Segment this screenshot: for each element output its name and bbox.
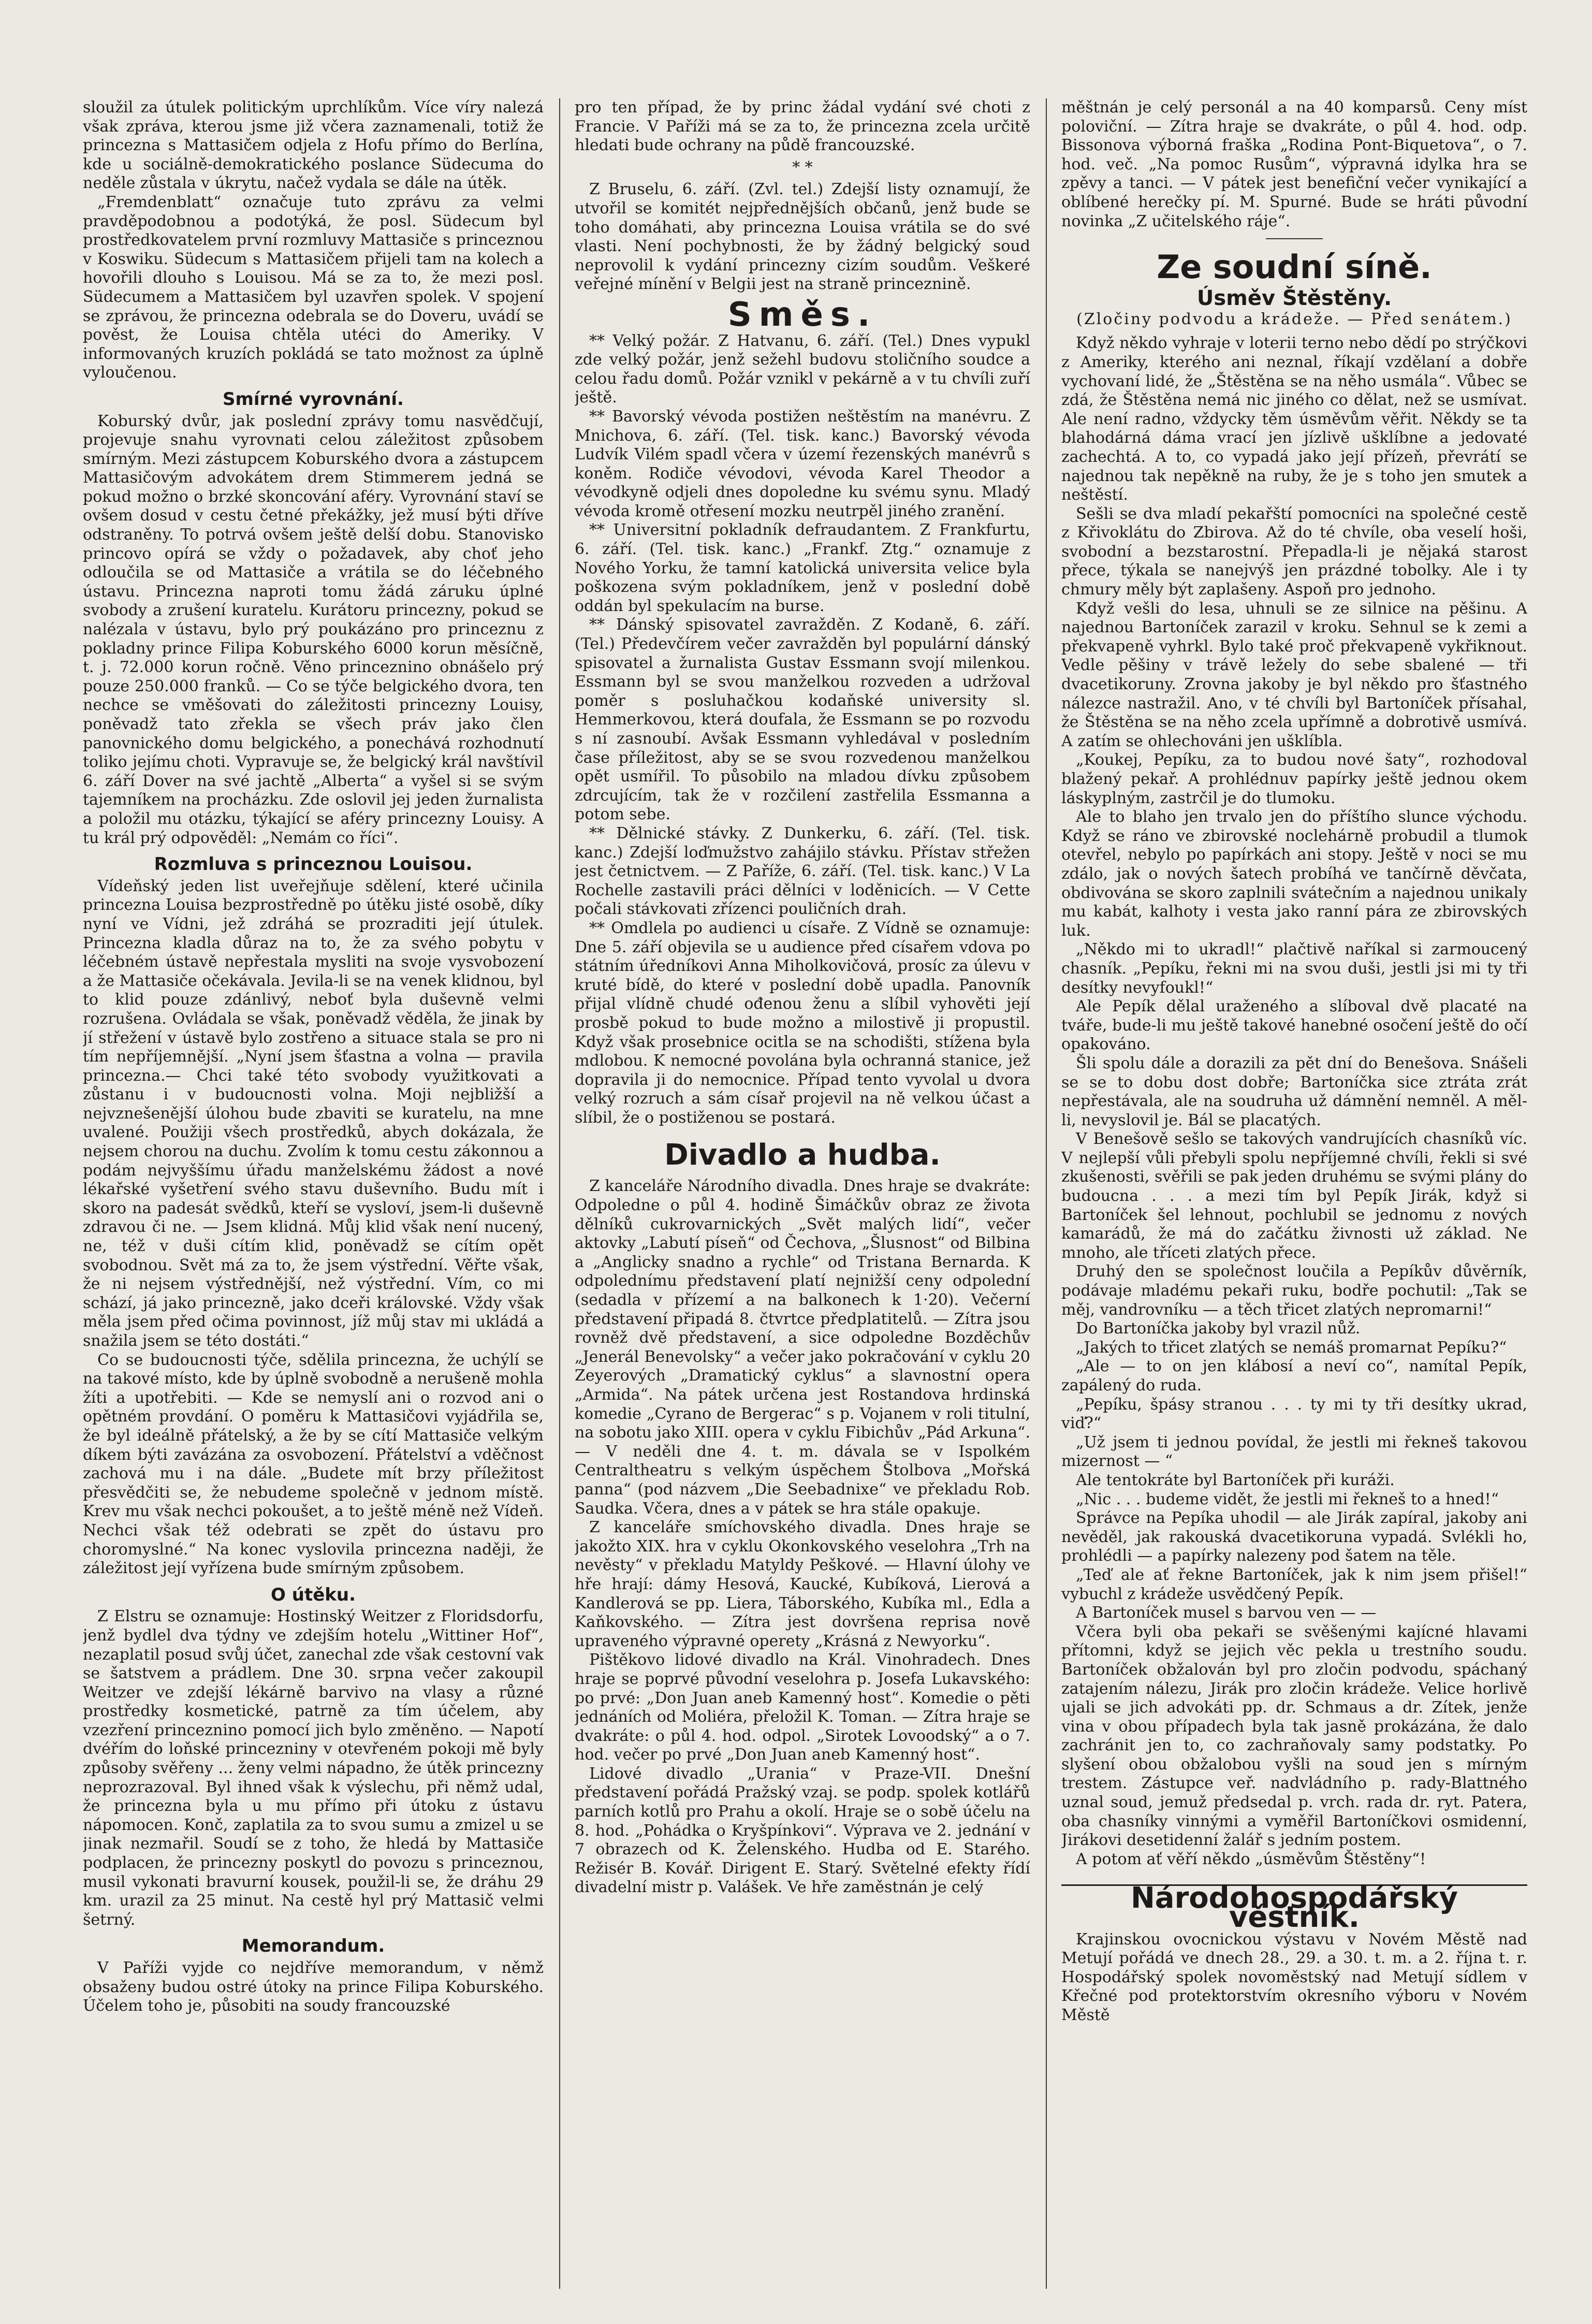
article-paragraph: „Někdo mi to ukradl!“ plačtivě naříkal si zarmoucený chasník. „Pepíku, řekni mi na svou duši, jestli jsi mi ty tři desítky nevyfoukl!“ bbox=[1061, 940, 1527, 997]
article-paragraph: Krajinskou ovocnickou výstavu v Novém Městě nad Metují pořádá ve dnech 28., 29. a 30. t. m. a 2. října t. r. Hospodářský spolek novoměstský nad Metují sídlem v Křečné pod protektorstvím okresního výboru v Novém Městě bbox=[1061, 1930, 1527, 2024]
article-paragraph: Koburský dvůr, jak poslední zprávy tomu nasvědčují, projevuje snahu vyrovnati celou záležitost způsobem smírným. Mezi zástupcem Koburského dvora a zástupcem Mattasičovým advokátem drem Stimmerem jedná se pokud možno o brzké skoncování aféry. Vyrovnání staví se ovšem dosud v cestu četné překážky, jež musí býti dříve odstraněny. To potrvá ovšem ještě delší dobu. Stanovisko princovo opírá se vždy o požadavek, aby choť jeho odloučila se od Mattasiče a vrátila se do léčebného ústavu. Princezna naproti tomu žádá záruku úplné svobody a zrušení kuratelu. Kurátoru princezny, pokud se nalézala v ústavu, bylo prý poukázáno pro princeznu z pokladny prince Filipa Koburského 6000 korun měsíčně, t. j. 72.000 korun ročně. Věno princeznino obnášelo prý pouze 250.000 franků. — Co se týče belgického dvora, ten nechce se vměšovati do záležitosti princezny Louisy, poněvadž tato zřekla se všech práv jako člen panovnického domu belgického, a ponechává rozhodnutí toliko jejímu choti. Vypravuje se, že belgický král navštívil 6. září Dover na své jachtě „Alberta“ a vyšel si se svým tajemníkem na procházku. Zde oslovil jej jeden žurnalista a položil mu otázku, týkající se aféry princezny Louisy. A tu král prý odpověděl: „Nemám co říci“. bbox=[83, 412, 544, 847]
section-title-vestnik: Národohospodářský věstník. bbox=[1061, 1884, 1527, 1927]
article-paragraph: Ale tentokráte byl Bartoníček při kuráži. bbox=[1076, 1471, 1395, 1489]
article-subtitle: (Zločiny podvodu a krádeže. — Před senátem.) bbox=[1076, 310, 1512, 328]
theatre-item: Pištěkovo lidové divadlo na Král. Vinohradech. Dnes hraje se poprvé původní veselohra p. Josefa Lukavského: po prvé: „Don Juan aneb Kamenný host“. Komedie o pěti jednáních od Moliéra, přeložil K. Toman. — Zítra hraje se dvakráte: o půl 4. hod. odpol. „Sirotek Lovoodský“ a o 7. hod. večer po prvé „Don Juan aneb Kamenný host“. bbox=[575, 1651, 1030, 1764]
article-paragraph: Správce na Pepíka uhodil — ale Jirák zapíral, jakoby ani nevěděl, jak rakouská dvacetikoruna vypadá. Svlékli ho, prohlédli — a papírky nalezeny pod šatem na těle. bbox=[1061, 1509, 1527, 1565]
theatre-item: Z kanceláře smíchovského divadla. Dnes hraje se jakožto XIX. hra v cyklu Okonkovského veselohra „Trh na nevěsty“ v překladu Matyldy Peškové. — Hlavní úlohy ve hře hrají: dámy Hesová, Kaucké, Kubíková, Lierová a Kandlerová se pp. Liera, Táborského, Kubíka ml., Edla a Kaňkovského. — Zítra jest dovršena reprisa nově upraveného výpravné operety „Krásná z Newyorku“. bbox=[575, 1518, 1030, 1650]
article-paragraph: Co se budoucnosti týče, sdělila princezna, že uchýlí se na takové místo, kde by úplně svobodně a nerušeně mohla žíti a upotřebiti. — Kde se nemyslí ani o rozvod ani o opětném provdání. O poměru k Mattasičovi vyjádřila se, že byl ideálně přátelský, a že by se cítí Mattasiče velkým díkem býti zavázána za osvobození. Přátelství a vděčnost zachová mu i na dále. „Budete mít brzy příležitost přesvědčiti se, že nebudeme společně v jednom místě. Krev mu však nechci pokoušet, a to ještě méně než Vídeň. Nechci však též odebrati se zpět do ústavu pro choromyslné.“ Na konec vyslovila princezna naději, že záležitost její vyřízena bude smírným způsobem. bbox=[83, 1350, 544, 1578]
article-paragraph: Druhý den se společnost loučila a Pepíkův důvěrník, podávaje mladému pekaři ruku, bodře pochutil: „Tak se měj, vandrovníku — a těch třicet zlatých nepromarni!“ bbox=[1061, 1262, 1527, 1319]
article-paragraph: „Teď ale ať řekne Bartoníček, jak k nim jsem přišel!“ vybuchl z krádeže usvědčený Pepík. bbox=[1061, 1565, 1527, 1603]
article-paragraph: Ale Pepík dělal uraženého a slíboval dvě placaté na tváře, bude-li mu ještě takové hanebné osočení ještě do očí opakováno. bbox=[1061, 997, 1527, 1054]
article-paragraph: „Koukej, Pepíku, za to budou nové šaty“, rozhodoval blažený pekař. A prohlédnuv papírky ještě jednou okem láskyplným, zastrčil je do tlumoku. bbox=[1061, 751, 1527, 807]
article-title: Úsměv Štěstěny. bbox=[1196, 286, 1392, 311]
article-paragraph: Ale to blaho jen trvalo jen do příštího slunce východu. Když se ráno ve zbirovské noclehárně probudil a tlumok otevřel, nebylo po papírkách ani stopy. Ještě v noci se mu zdálo, jak o nových šatech probíhá ve tančírně děvčata, obdivována se skoro zaplnili svátečním a najednou unikaly mu kabát, kalhoty i vesta jako ranní pára ze zbirovských luk. bbox=[1061, 808, 1527, 940]
article-paragraph: A Bartoníček musel s barvou ven — — bbox=[1076, 1604, 1377, 1622]
news-item: ** Dělnické stávky. Z Dunkerku, 6. září. (Tel. tisk. kanc.) Zdejší loďmužstvo zahájilo stávku. Přístav střežen jest četnictvem. — Z Paříže, 6. září. (Tel. tisk. kanc.) V La Rochelle zastavili práci dělníci v loděnicích. — V Cette počali stávkovati zřízenci pouličních drah. bbox=[575, 824, 1030, 919]
section-heading: Smírné vyrovnání. bbox=[223, 388, 404, 410]
news-item: ** Universitní pokladník defraudantem. Z Frankfurtu, 6. září. (Tel. tisk. kanc.) „Frankf. Ztg.“ oznamuje z Nového Yorku, že tamní katolická universita velice byla poškozena svým pokladníkem, jenž v poslední době oddán byl spekulacím na burse. bbox=[575, 521, 1030, 615]
section-heading: Memorandum. bbox=[241, 1936, 385, 1957]
news-item: ** Bavorský vévoda postižen neštěstím na manévru. Z Mnichova, 6. září. (Tel. tisk. kanc.) Bavorský vévoda Ludvík Vilém spadl včera v území řezenských manévrů s koněm. Rodiče vévodovi, vévoda Karel Theodor a vévodkyně odjeli dnes dopoledne ku svému synu. Mladý vévoda kromě otřesení mozku neutrpěl jiného zranění. bbox=[575, 407, 1030, 520]
column-3 bbox=[1061, 98, 1527, 2289]
column-rule bbox=[559, 98, 560, 2289]
article-paragraph: „Pepíku, špásy stranou . . . ty mi ty tři desítky ukrad, viď?“ bbox=[1061, 1395, 1527, 1433]
article-paragraph: Když někdo vyhraje v loterii terno nebo dědí po strýčkovi z Ameriky, kterého ani neznal, říkají vzdělaní a dobře vychovaní lidé, že „Štěstěna se na něho usmála“. Vůbec se zdá, že Štěstěna nemá nic jiného co dělat, než se usmívat. Ale není radno, vždycky těm úsměvům věřit. Někdy se ta blahodárná dáma vrací jen jízlivě ušklíbne a jedovaté zachechtá. A to, co vypadá jako její přízeň, převrátí se najednou tak nepěkně na ruby, že je s toho jen smutek a neštěstí. bbox=[1061, 334, 1527, 504]
article-paragraph: V Paříži vyjde co nejdříve memorandum, v němž obsaženy budou ostré útoky na prince Filipa Koburského. Účelem toho je, působiti na soudy francouzské bbox=[83, 1959, 544, 2015]
article-paragraph: Sešli se dva mladí pekařští pomocníci na společné cestě z Křivoklátu do Zbirova. Až do té chvíle, oba veselí hoši, svobodní a bezstarostní. Přepadla-li je nějaká starost přece, týkala se nanejvýš jen prázdné tobolky. Ale i ty chmury měly být zaplašeny. Aspoň pro jednoho. bbox=[1061, 504, 1527, 599]
section-heading: Rozmluva s princeznou Louisou. bbox=[154, 854, 473, 875]
article-paragraph: „Jakých to třicet zlatých se nemáš promarnat Pepíku?“ bbox=[1076, 1338, 1507, 1357]
article-paragraph: Když vešli do lesa, uhnuli se ze silnice na pěšinu. A najednou Bartoníček zarazil v kroku. Sehnul se k zemi a překvapeně vyhrkl. Bylo také proč překvapeně vykřiknout. Vedle pěšiny v trávě ležely do sebe sbalené — tři dvacetikoruny. Zrovna jakoby je byl někdo pro šťastného nálezce nastražil. Ano, v té chvíli byl Bartoníček přísahal, že Štěstěna se na něho zcela upřímně a dobrotivě usmívá. A zatím se ohlechováni jen ušklíbla. bbox=[1061, 599, 1527, 750]
article-paragraph: V Benešově sešlo se takových vandrujících chasníků víc. V nejlepší vůli přebyli spolu nepříjemné chvíli, řekli si své zkušenosti, svěřili se pak jeden druhému se svými plány do budoucna . . . a mezi tím byl Pepík Jirák, když si Bartoníček šel lehnout, pochlubil se jednomu z nových kamarádů, že má do začátku živnosti už základ. Ne mnoho, ale tříceti zlatých přece. bbox=[1061, 1130, 1527, 1262]
news-item: ** Omdlela po audienci u císaře. Z Vídně se oznamuje: Dne 5. září objevila se u audience před císařem vdova po státním úředníkovi Anna Miholkovičová, prosíc za úlevu v kruté bídě, do které v poslední době upadla. Panovník přijal vlídně chudé ođenou ženu a slíbil vyhověti její prosbě pokud to bude možno a milostivě ji propustil. Když však prosebnice ocitla se na schodišti, stížena byla mdlobou. K nemocné povolána byla ochranná stanice, jež dopravila ji do nemocnice. Případ tento vyvolal u dvora velký rozruch a sám císař projevil na ně velkou účast a slíbil, že o postiženou se postará. bbox=[575, 919, 1030, 1127]
news-item: ** Velký požár. Z Hatvanu, 6. září. (Tel.) Dnes vypukl zde velký požár, jenž sežehl budovu stoličního soudce a celou řadu domů. Požár vznikl v pekárně a v tu chvíli zuří ještě. bbox=[575, 331, 1030, 407]
article-paragraph: „Už jsem ti jednou povídal, že jestli mi řekneš takovou mizernost — “ bbox=[1061, 1433, 1527, 1471]
separator-rule bbox=[1266, 238, 1323, 239]
article-paragraph: „Fremdenblatt“ označuje tuto zprávu za velmi pravděpodobnou a podotýká, že posl. Südecum byl prostředkovatelem první rozmluvy Mattasiče s princeznou v Koswiku. Südecum s Mattasičem přijeli tam na kolech a hovořili dlouho s Louisou. Má se za to, že mezi posl. Südecumem a Mattasičem byl uzavřen spolek. V spojení se zprávou, že princezna odebrala se do Doveru, uvádí se pověst, že Louisa chtěla utéci do Ameriky. V informovaných kruzích pokládá se tato možnost za úplně vyloučenou. bbox=[83, 193, 544, 382]
newspaper-page bbox=[83, 98, 1527, 2289]
article-paragraph: sloužil za útulek politickým uprchlíkům. Více víry nalezá však zpráva, kterou jsme již včera zaznamenali, totiž že princezna s Mattasičem odjela z Hofu přímo do Berlína, kde u sociálně-demokratického poslance Südecuma do neděle zůstala v úkrytu, načež vydala se dále na útěk. bbox=[83, 98, 544, 193]
article-paragraph: Šli spolu dále a dorazili za pět dní do Benešova. Snášeli se se to dobu dost dobře; Bartoníčka sice ztráta zrát nepřestávala, ale na soudruha už dámnění nemněl. A měl-li, nevyslovil je. Bál se placatých. bbox=[1061, 1054, 1527, 1129]
article-paragraph: „Nic . . . budeme vidět, že jestli mi řekneš to a hned!“ bbox=[1076, 1490, 1499, 1508]
section-title-soudni: Ze soudní síně. bbox=[1157, 248, 1432, 286]
section-heading-smes: Směs. bbox=[727, 295, 878, 334]
article-paragraph: měštnán je celý personál a na 40 komparsů. Ceny míst poloviční. — Zítra hraje se dvakráte, o půl 4. hod. odp. Bissonova výborná fraška „Rodina Pont-Biquetova“, o 7. hod. več. „Na pomoc Rusům“, výpravná idylka hra se zpěvy a tanci. — V pátek jest benefiční večer vynikající a oblíbené herečky pí. M. Spurné. Bude se hráti původní novinka „Z učitelského ráje“. bbox=[1061, 98, 1527, 230]
column-rule bbox=[1046, 98, 1047, 2289]
article-paragraph: Z Bruselu, 6. září. (Zvl. tel.) Zdejší listy oznamují, že utvořil se komitét nejpřednějších občanů, jenž bude se toho domáhati, aby princezna Louisa vrátila se do své vlasti. Není pochybnosti, že by žádný belgický soud neprovolil k vydání princezny cizím soudům. Veškeré veřejné mínění v Belgii jest na straně princeznině. bbox=[575, 180, 1030, 294]
article-paragraph: A potom ať věří někdo „úsměvům Štěstěny“! bbox=[1076, 1850, 1426, 1868]
news-item: ** Dánský spisovatel zavražděn. Z Kodaně, 6. září. (Tel.) Předevčírem večer zavražděn byl populární dánský spisovatel a žurnalista Gustav Essmann svojí milenkou. Essmann byl se svou manželkou rozveden a udržoval poměr s posluhačkou kodaňské university sl. Hemmerkovou, která doufala, že Essmann se po rozvodu s ní zasnoubí. Avšak Essmann vyhledával v posledním čase příležitost, aby se se svou rozvedenou manželkou opět usmířil. To působilo na mladou dívku způsobem zdrcujícím, tak že v rozčilení zastřelila Essmanna a potom sebe. bbox=[575, 616, 1030, 824]
article-paragraph: pro ten případ, že by princ žádal vydání své choti z Francie. V Paříži má se za to, že princezna zcela určitě hledati bude ochrany na půdě francouzské. bbox=[575, 98, 1030, 155]
theatre-item: Z kanceláře Národního divadla. Dnes hraje se dvakráte: Odpoledne o půl 4. hodině Šimáčkův obraz ze života dělníků cukrovarnických „Svět malých lidí“, večer aktovky „Labutí píseň“ od Čechova, „Šlusnost“ od Bilbina a „Anglicky snadno a rychle“ od Tristana Bernarda. K odpolednímu představení platí nejnižší ceny odpolední (sedadla v přízemí a na balkonech k 1·20). Večerní představení připadá 8. čtvrtce předplatitelů. — Zítra jsou rovněž dvě představení, a sice odpoledne Bozděchův „Jenerál Benevolsky“ a večer jako pokračování v cyklu 20 Zeyerových „Dramatický cyklus“ a slavnostní opera „Armida“. Na pátek určena jest Rostandova hrdinská komedie „Cyrano de Bergerac“ s p. Vojanem v roli titulní, na sobotu jako XIII. opera v cyklu Fibichův „Pád Arkuna“. — V neděli dne 4. t. m. dávala se v Ispolkém Centraltheatru s velkým úspěchem Štolbova „Mořská panna“ (pod názvem „Die Seebadnixe“ ve překladu Rob. Saudka. Včera, dnes a v pátek se hra stále opakuje. bbox=[575, 1177, 1030, 1518]
article-paragraph: „Ale — to on jen klábosí a neví co“, namítal Pepík, zapálený do ruda. bbox=[1061, 1357, 1527, 1395]
column-2 bbox=[575, 98, 1030, 2289]
section-title-divadlo: Divadlo a hudba. bbox=[664, 1138, 941, 1172]
article-paragraph: Včera byli oba pekaři se svěšenými kajícné hlavami přítomni, když se jejich věc pekla u trestního soudu. Bartoníček obžalován byl pro zločin podvodu, spáchaný zatajením nálezu, Jirák pro zločin krádeže. Velice horlivě ujali se jich advokáti pp. dr. Schmaus a dr. Zítek, jenže vina v obou případech byla tak jasně prokázána, že dalo zachránit jen to, co zachraňovaly samy podstatky. Po slyšení obou obžalobou vyšli na soud jen s mírným trestem. Zástupce veř. nadvládního p. rady-Blattného uznal soud, jemuž předsedal p. vrch. rada dr. ryt. Patera, oba chasníky vinnými a vyměřil Bartoníčkovi osmidenní, Jirákovi desetidenní žalář s jedním postem. bbox=[1061, 1622, 1527, 1850]
theatre-item: Lidové divadlo „Urania“ v Praze-VII. Dnešní představení pořádá Pražský vzaj. se podp. spolek kotlářů parních kotlů pro Prahu a okolí. Hraje se o sobě účelu na 8. hod. „Pohádka o Kryšpínkovi“. Výprava ve 2. jednání v 7 obrazech od K. Želenského. Hudba od E. Starého. Režisér B. Kovář. Dirigent E. Starý. Světelné efekty řídí divadelní mistr p. Valášek. Ve hře zaměstnán je celý bbox=[575, 1764, 1030, 1897]
separator-stars: * * bbox=[792, 158, 813, 177]
column-1 bbox=[83, 98, 544, 2289]
article-paragraph: Vídeňský jeden list uveřejňuje sdělení, které učinila princezna Louisa bezprostředně po útěku jisté osobě, díky nyní ve Vídni, jež zdráhá se prozraditi její útulek. Princezna kladla důraz na to, že za svého pobytu v léčebném ústavě nepřestala mysliti na svoje vysvobození a že Mattasiče očekávala. Jevila-li se na venek klidnou, byl to klid pouze zdánlivý, neboť byla duševně velmi rozrušena. Ovládala se však, poněvadž věděla, že jinak by jí střežení v ústavě bylo zostřeno a situace stala se pro ni tím nepříjemnější. „Nyní jsem šťastna a volna — pravila princezna.— Chci také této svobody využitkovati a zůstanu i v budoucnosti volna. Moji nejbližší a nejvznešenější úlohou bude zbaviti se kuratelu, na mne uvalené. Použiji všech prostředků, abych dokázala, že nejsem chorou na duchu. Zvolím k tomu cestu zákonnou a podám nejvyššímu úřadu manželskému žádost a nové lékařské vyšetření svého stavu duševního. Budu mít i skoro na padesát svědků, kteří se vysloví, jsem-li duševně zdravou či ne. — Jsem klidná. Můj klid však není nucený, ne, též v duši cítím klid, poněvadž se cítím opět svobodnou. Svět má za to, že jsem výstřední. Věřte však, že ni nejsem výstřednější, než výstřední. Vím, co mi schází, já jako princezně, jako dceři královské. Vždy však měla jsem před očima povinnost, jíž můj stav mi ukládá a snažila jsem se této dostáti.“ bbox=[83, 877, 544, 1350]
section-heading: O útěku. bbox=[271, 1584, 356, 1605]
article-paragraph: Z Elstru se oznamuje: Hostinský Weitzer z Floridsdorfu, jenž bydlel dva týdny ve zdejším hotelu „Wittiner Hof“, nezaplatil posud svůj účet, zanechal zde však cestovní vak se šatstvem a prádlem. Dne 30. srpna večer zakoupil Weitzer ve zdejší lékárně barvivo na vlasy a různé prostředky kosmetické, patrně za tím účelem, aby vzezření princeznino pomocí jich bylo změněno. — Napotí dvéřím do loňské princezniny v otevřeném pokoji mě byly způsoby svěřeny ... ženy velmi nápadno, že útěk princezny neprozrazoval. Byl ihned však k výslechu, při němž udal, že princezna byla u mu přímo při útoku z ústavu nápomocen. Konč, zaplatila za to svou sumu a zmizel u se jinak nezmařil. Soudí se z toho, že hledá by Mattasiče podplacen, že princezny poskytl do povozu s princeznou, musil vykonati bravurní kousek, použil-li se, že dráhu 29 km. urazil za 25 minut. Na cestě hyl prý Mattasič velmi šetrný. bbox=[83, 1607, 544, 1929]
article-paragraph: Do Bartoníčka jakoby byl vrazil nůž. bbox=[1076, 1319, 1361, 1338]
